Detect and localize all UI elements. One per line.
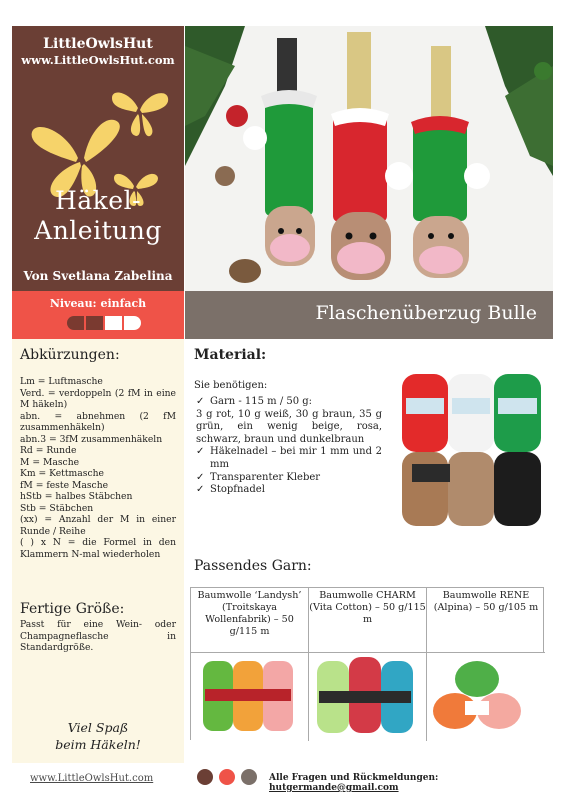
footer-dots <box>197 769 257 785</box>
brand-name: LittleOwlsHut <box>43 36 153 52</box>
material-item-hook <box>196 446 382 471</box>
material-item-needle <box>196 484 382 497</box>
yarn-image-landysh <box>191 652 309 741</box>
yarn-balls-image <box>402 372 541 527</box>
abbreviation-item: M = Masche <box>20 456 80 468</box>
material-glue-label: Transparenter Kleber <box>210 471 321 483</box>
check-icon: ✓ <box>196 484 205 496</box>
footer-url[interactable]: www.LittleOwlsHut.com <box>30 773 154 784</box>
level-pill-2 <box>86 316 103 330</box>
brand-panel <box>12 26 184 291</box>
yarn-label-charm: Baumwolle CHARM (Vita Cotton) – 50 g/115 m <box>309 588 427 652</box>
author: Von Svetlana Zabelina <box>23 269 173 283</box>
abbreviation-item: Stb = Stäbchen <box>20 502 94 514</box>
materials-heading: Material: <box>194 347 267 363</box>
abbreviation-item: Rd = Runde <box>20 445 77 456</box>
check-icon: ✓ <box>196 396 205 407</box>
abbreviation-item: Verd. = verdoppeln (2 fM in eine M häkeln) <box>20 387 176 410</box>
level-indicator <box>67 316 141 330</box>
abbreviations-heading: Abkürzungen: <box>20 347 120 363</box>
level-panel <box>12 291 184 339</box>
yarn-label-landysh: Baumwolle ‘Landysh’ (Troitskaya Wollenfabrik) – 50 g/115 m <box>191 588 309 652</box>
yarn-balls-photo <box>402 372 541 527</box>
farewell-line-2: beim Häkeln! <box>55 737 141 752</box>
size-heading: Fertige Größe: <box>20 601 125 617</box>
abbreviation-item: Km = Kettmasche <box>20 468 104 479</box>
abbreviation-item: abn.3 = 3fM zusammenhäkeln <box>20 433 163 445</box>
material-yarn-label: Garn - 115 m / 50 g: <box>210 396 313 407</box>
yarn-label-rene: Baumwolle RENE (Alpina) – 50 g/105 m <box>433 590 539 613</box>
check-icon: ✓ <box>196 471 205 483</box>
material-item-glue <box>196 472 382 485</box>
hero-photo <box>185 26 553 291</box>
footer-contact-label: Alle Fragen und Rückmeldungen: <box>269 773 439 783</box>
product-title: Flaschenüberzug Bulle <box>315 302 537 324</box>
abbreviation-item: abn. = abnehmen (2 fM zusammenhäkeln) <box>20 410 176 433</box>
footer-email[interactable]: hutgermande@gmail.com <box>269 783 399 793</box>
matching-yarn-table <box>190 587 544 740</box>
materials-intro: Sie benötigen: <box>194 380 268 391</box>
title-line-1: Häkel- <box>54 186 142 215</box>
footer-dot-taupe <box>241 769 257 785</box>
sidebar <box>12 339 184 763</box>
materials-list <box>196 396 382 497</box>
footer-dot-coral <box>219 769 235 785</box>
yarn-image-charm <box>309 652 427 741</box>
abbreviation-item: hStb = halbes Stäbchen <box>20 491 133 502</box>
check-icon: ✓ <box>196 446 205 458</box>
abbreviation-item: Lm = Luftmasche <box>20 376 103 387</box>
level-pill-1 <box>67 316 84 330</box>
bottle-covers-image <box>185 26 553 291</box>
abbreviations-list <box>20 376 176 560</box>
footer-dot-brown <box>197 769 213 785</box>
abbreviation-item: (xx) = Anzahl der M in einer Runde / Reihe <box>20 514 176 537</box>
material-hook-label: Häkelnadel – bei mir 1 mm und 2 mm <box>210 446 382 470</box>
abbreviation-item: ( ) x N = die Formel in den Klammern N-mal wiederholen <box>20 537 176 560</box>
yarn-image-rene <box>427 652 545 741</box>
level-label: Niveau: einfach <box>49 297 147 310</box>
material-yarn-detail: 3 g rot, 10 g weiß, 30 g braun, 35 g grün, ein wenig beige, rosa, schwarz, braun und dunkelbraun <box>196 408 382 445</box>
matching-yarn-heading: Passendes Garn: <box>194 558 312 574</box>
title-line-2: Anleitung <box>34 216 162 245</box>
brand-url[interactable]: www.LittleOwlsHut.com <box>21 53 175 67</box>
footer-contact <box>269 773 563 793</box>
product-title-bar <box>185 291 553 339</box>
material-item-yarn <box>196 396 382 409</box>
level-pill-3 <box>105 316 122 330</box>
material-needle-label: Stopfnadel <box>210 484 265 496</box>
farewell <box>12 719 184 753</box>
abbreviation-item: fM = feste Masche <box>20 479 109 491</box>
size-text: Passt für eine Wein- oder Champagneflasche in Standardgröße. <box>20 619 176 653</box>
level-pill-4 <box>124 316 141 330</box>
farewell-line-1: Viel Spaß <box>67 720 129 735</box>
